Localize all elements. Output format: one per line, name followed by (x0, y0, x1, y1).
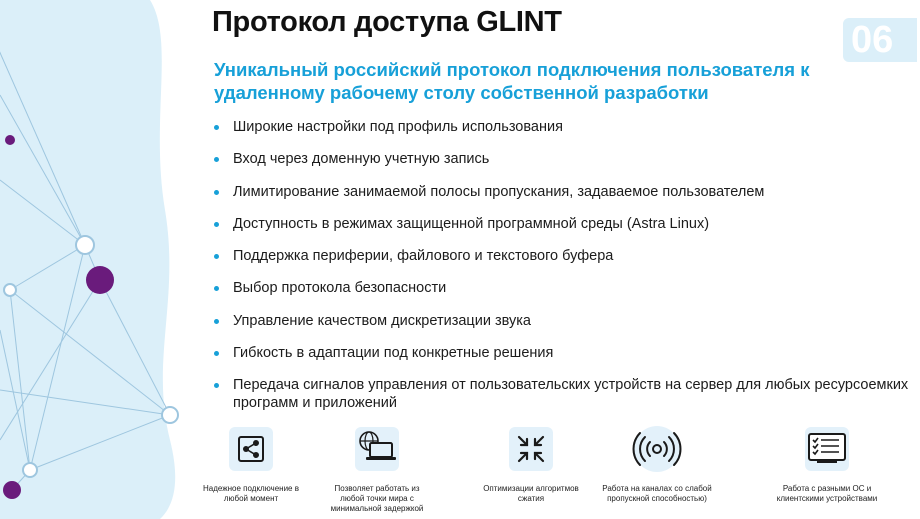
list-item-text: Гибкость в адаптации под конкретные решения (233, 345, 554, 362)
signal-waves-icon (632, 424, 682, 480)
list-item (214, 118, 914, 136)
list-item-text: Доступность в режимах защищенной программной среды (Astra Linux) (233, 215, 710, 232)
bullet-dot (214, 125, 219, 130)
feature-caption: Работа с разными ОС и клиентскими устройствами (776, 484, 878, 503)
list-item (214, 183, 914, 201)
network-node (23, 463, 37, 477)
feature-caption: Оптимизации алгоритмов сжатия (483, 484, 579, 503)
bullet-dot (214, 286, 219, 291)
feature-list (214, 118, 914, 427)
list-item (214, 215, 914, 233)
list-item (214, 376, 914, 412)
compress-arrows-icon (506, 424, 556, 474)
bullet-dot (214, 190, 219, 195)
list-item (214, 150, 914, 168)
slide-title: Протокол доступа GLINT (212, 6, 562, 38)
bullet-dot (214, 222, 219, 227)
bullet-dot (214, 351, 219, 356)
network-node-purple (86, 266, 114, 294)
globe-laptop-icon (350, 424, 404, 474)
list-item-text: Широкие настройки под профиль использования (233, 119, 563, 135)
network-illustration (0, 0, 200, 519)
bullet-dot (214, 254, 219, 259)
checklist-monitor-icon (799, 424, 855, 474)
bullet-dot (214, 319, 219, 324)
feature-icons-row (196, 420, 920, 519)
list-item (214, 344, 914, 362)
network-node (76, 236, 94, 254)
network-node (162, 407, 178, 423)
list-item-text: Вход через доменную учетную запись (233, 151, 490, 168)
list-item (214, 312, 914, 330)
network-node-purple (5, 135, 15, 145)
feature-caption: Надежное подключение в любой момент (203, 484, 299, 503)
background-wave (0, 0, 175, 519)
network-node-purple (3, 481, 21, 499)
slide-subtitle: Уникальный российский протокол подключения пользователя к удаленному рабочему столу собственной разработки (214, 59, 810, 103)
list-item-text: Лимитирование занимаемой полосы пропускания, задаваемое пользователем (233, 183, 765, 200)
network-node (4, 284, 16, 296)
bullet-dot (214, 157, 219, 162)
list-item-text: Управление качеством дискретизации звука (233, 312, 531, 329)
share-icon (226, 424, 276, 474)
list-item-text: Передача сигналов управления от пользовательских устройств на сервер для любых ресурсоемких программ и приложений (233, 377, 909, 412)
list-item-text: Выбор протокола безопасности (233, 280, 447, 297)
feature-caption: Позволяет работать из любой точки мира с минимальной задержкой (330, 484, 424, 513)
bullet-dot (214, 383, 219, 388)
feature-caption: Работа на каналах со слабой пропускной способностью) (602, 484, 712, 503)
slide-number-badge: 06 (843, 18, 917, 62)
list-item (214, 279, 914, 297)
list-item (214, 247, 914, 265)
list-item-text: Поддержка периферии, файлового и текстового буфера (233, 248, 614, 265)
